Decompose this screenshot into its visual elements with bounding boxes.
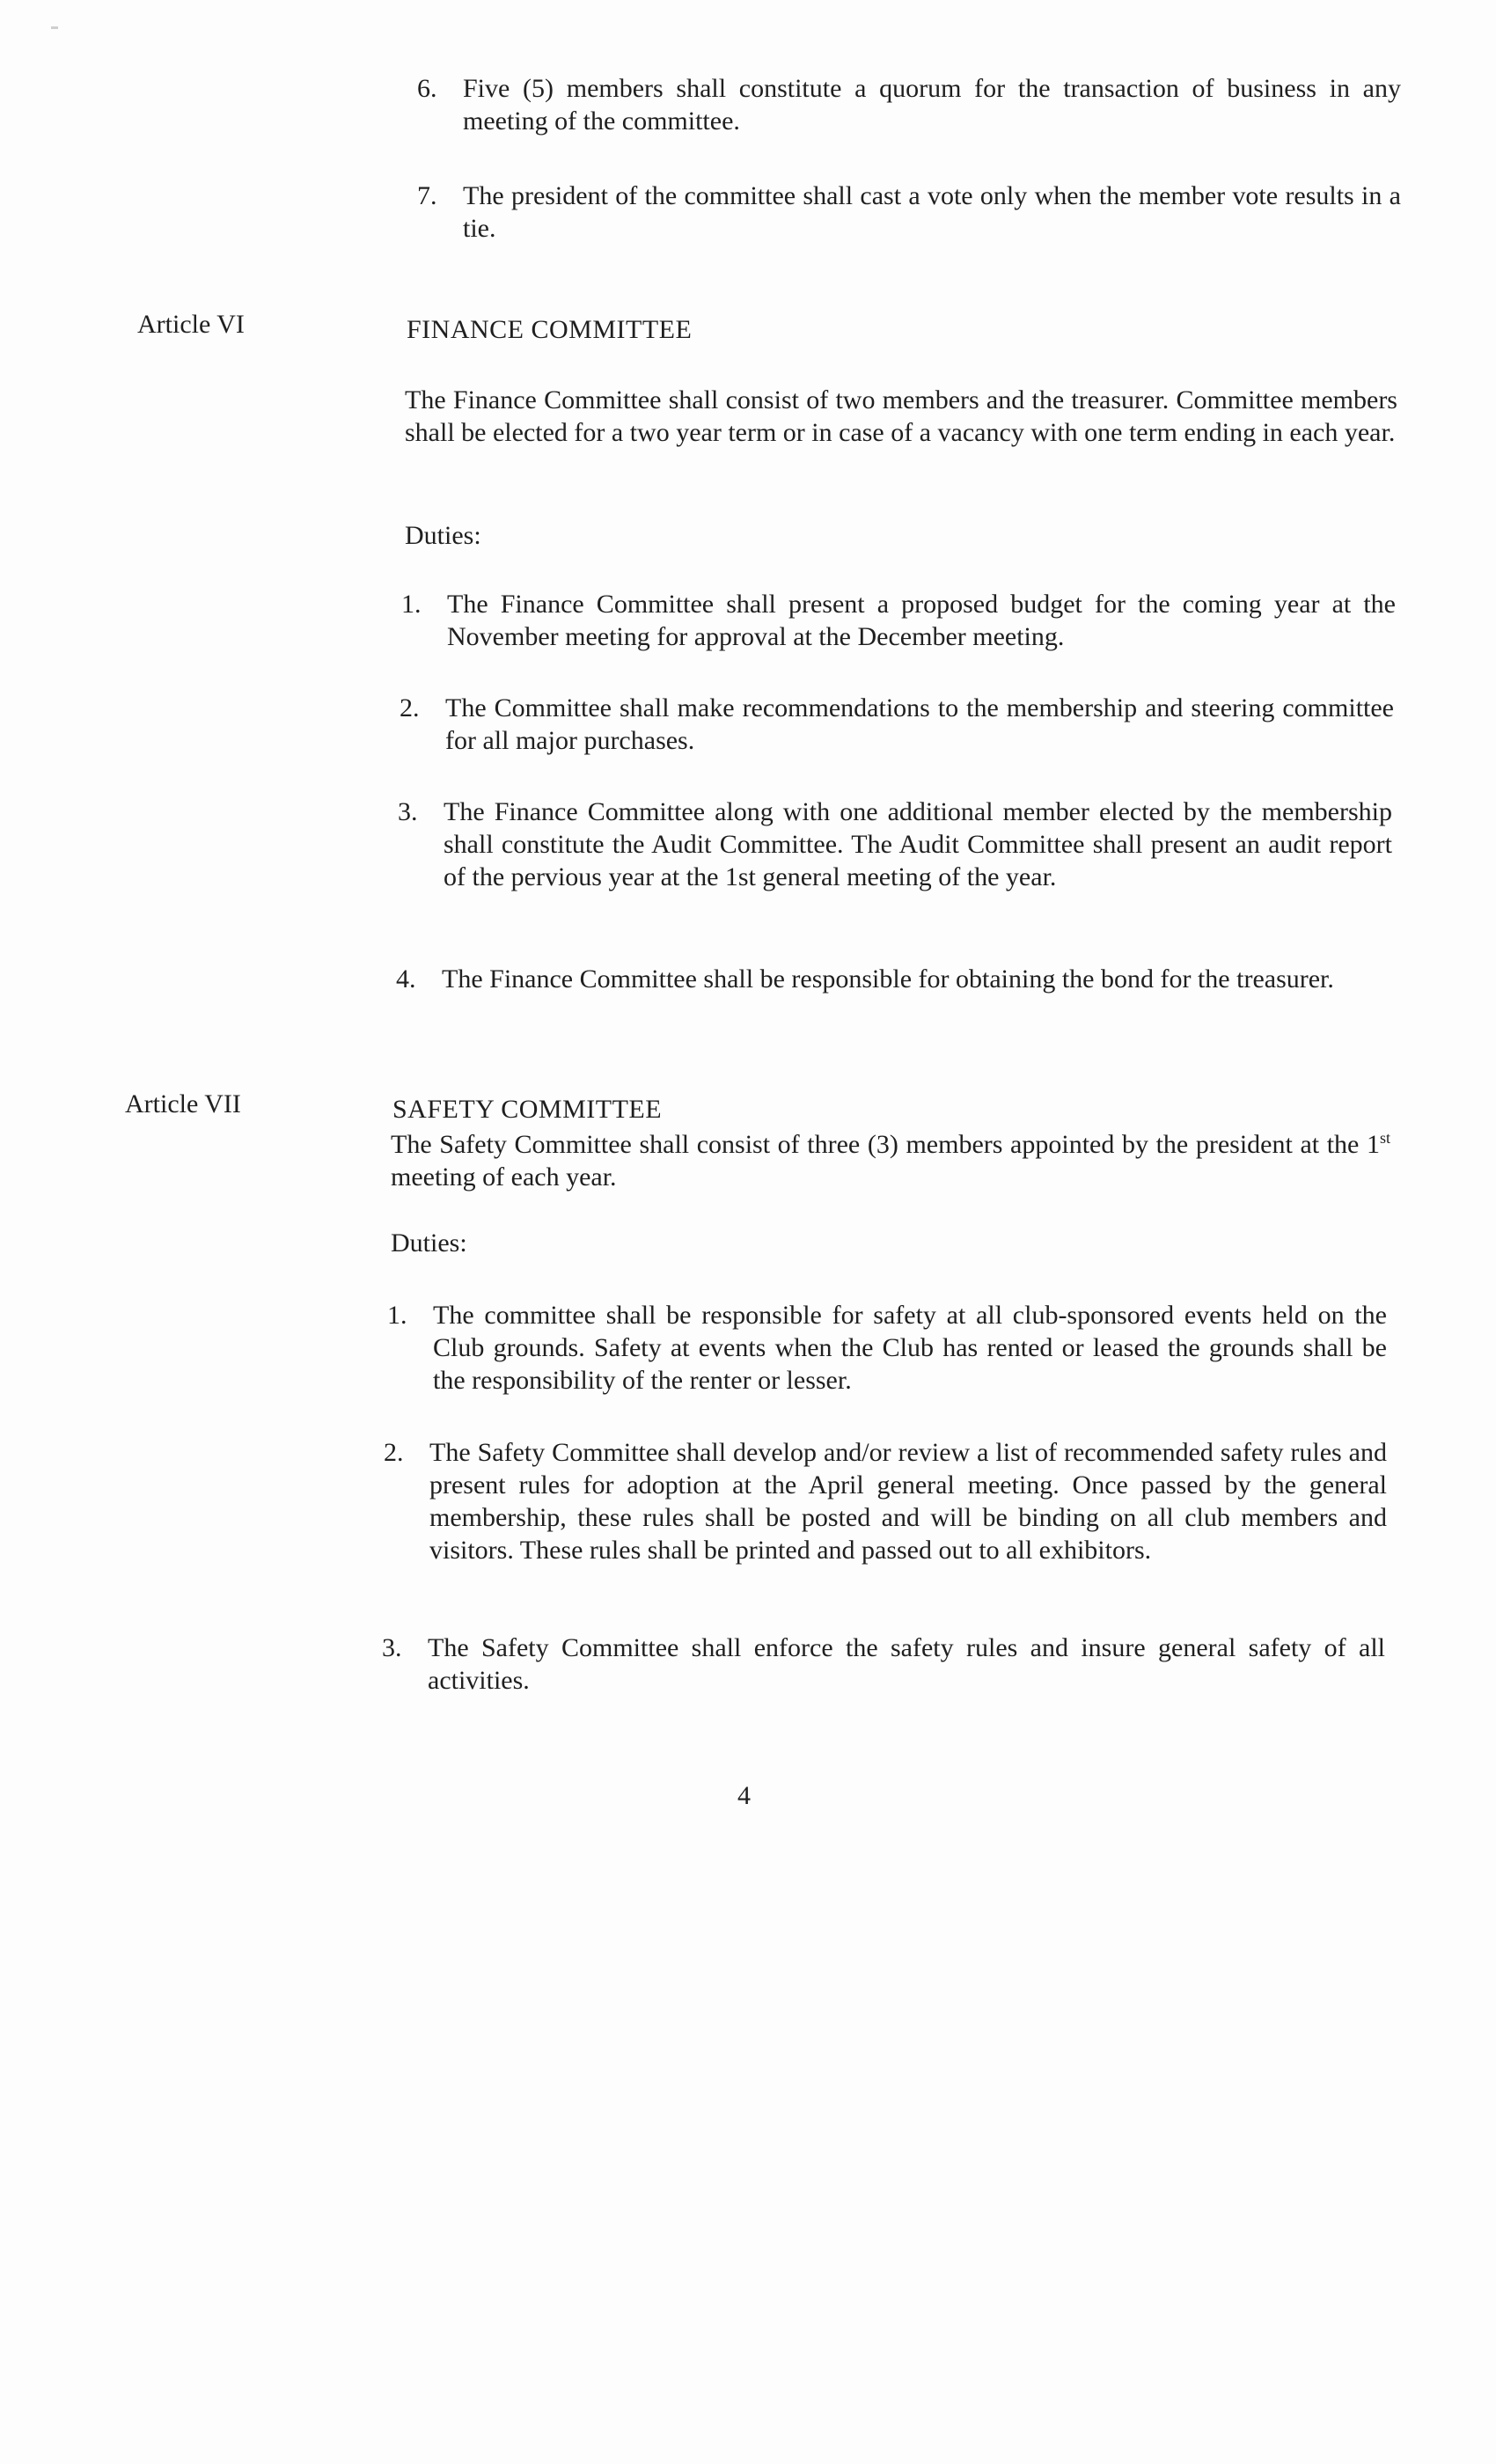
list-item-text: The Committee shall make recommendations to the membership and steering committee for all major purchases. (445, 693, 1394, 755)
list-item-text: Five (5) members shall constitute a quorum for the transaction of business in any meeting of the committee. (463, 74, 1401, 136)
list-item-text: The president of the committee shall cast a vote only when the member vote results in a tie. (463, 181, 1401, 243)
article-label: Article VII (125, 1089, 241, 1118)
list-item (384, 1436, 1387, 1566)
section-heading: FINANCE COMMITTEE (407, 315, 693, 344)
list-item-number: 4. (396, 964, 416, 994)
list-item-number: 6. (417, 74, 437, 103)
duties-label: Duties: (391, 1228, 467, 1258)
list-item-number: 3. (382, 1633, 402, 1662)
page-number: 4 (737, 1781, 751, 1810)
list-item-number: 1. (387, 1301, 407, 1330)
list-item-text: The Safety Committee shall develop and/or review a list of recommended safety rules and present rules for adoption at the April general meeting. Once passed by the general membership, these rules shall be posted and will be binding on all club members and visitors. These rules shall be printed and passed out to all exhibitors. (429, 1438, 1387, 1565)
intro-text-start: The Safety Committee shall consist of three (3) members appointed by the president at the 1 (391, 1130, 1380, 1159)
list-item-number: 1. (401, 590, 422, 619)
list-item-text: The committee shall be responsible for safety at all club-sponsored events held on the Club grounds. Safety at events when the Club has rented or leased the grounds shall be the responsibility of the renter or lesser. (433, 1301, 1387, 1395)
list-item-text: The Finance Committee along with one additional member elected by the membership shall constitute the Audit Committee. The Audit Committee shall present an audit report of the pervious year at the 1st general meeting of the year. (444, 797, 1392, 891)
section-intro: The Finance Committee shall consist of two members and the treasurer. Committee members shall be elected for a two year term or in case of a vacancy with one term ending in each year. (405, 385, 1397, 447)
ordinal-suffix: st (1379, 1129, 1390, 1147)
section-intro (391, 1128, 1390, 1193)
list-item (401, 588, 1396, 653)
list-item-number: 7. (417, 181, 437, 210)
article-label: Article VI (137, 310, 245, 339)
list-item (396, 963, 1390, 995)
list-item-text: The Finance Committee shall present a proposed budget for the coming year at the November meeting for approval at the December meeting. (447, 590, 1396, 651)
list-item (400, 692, 1394, 757)
list-item-number: 2. (400, 693, 420, 722)
list-item (417, 180, 1401, 245)
scan-mark (51, 26, 58, 29)
list-item-number: 3. (398, 797, 418, 826)
list-item (387, 1299, 1387, 1397)
list-item-text: The Safety Committee shall enforce the safety rules and insure general safety of all activities. (428, 1633, 1385, 1695)
list-item-number: 2. (384, 1438, 404, 1467)
intro-text-end: meeting of each year. (391, 1162, 617, 1192)
list-item (382, 1632, 1385, 1697)
list-item (398, 796, 1392, 893)
duties-label: Duties: (405, 521, 481, 550)
list-item-text: The Finance Committee shall be responsible for obtaining the bond for the treasurer. (442, 964, 1334, 994)
section-heading: SAFETY COMMITTEE (392, 1095, 663, 1124)
list-item (417, 72, 1401, 137)
